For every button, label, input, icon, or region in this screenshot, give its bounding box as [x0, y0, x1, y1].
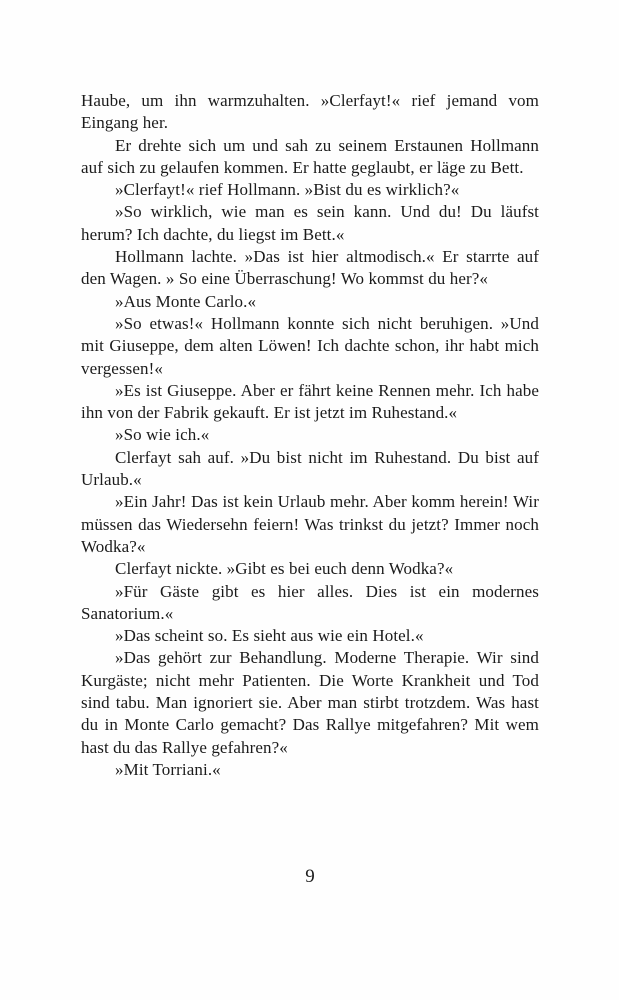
paragraph-continuation: Haube, um ihn warmzuhalten. »Clerfayt!« rief jemand vom Eingang her. — [81, 91, 539, 133]
paragraph: »Clerfayt!« rief Hollmann. »Bist du es wirklich?« — [115, 180, 460, 200]
paragraph: »Das gehört zur Behandlung. Moderne Therapie. Wir sind Kurgäste; nicht mehr Patienten. Die Worte Krankheit und Tod sind tabu. Man ignoriert sie. Aber man stirbt trotzdem. Was hast du in Monte Carlo gemacht? Das Rallye mitgefahren? Mit wem hast du das Rallye gefahren?« — [81, 648, 539, 757]
paragraph: »Aus Monte Carlo.« — [115, 291, 257, 311]
paragraph: »Für Gäste gibt es hier alles. Dies ist ein modernes Sanatorium.« — [81, 581, 539, 623]
paragraph: »Ein Jahr! Das ist kein Urlaub mehr. Aber komm herein! Wir müssen das Wiedersehn feiern! Was trinkst du jetzt? Immer noch Wodka?« — [81, 492, 539, 556]
paragraph: »So etwas!« Hollmann konnte sich nicht beruhigen. »Und mit Giuseppe, dem alten Löwen! Ich dachte schon, ihr habt mich vergessen!« — [81, 313, 539, 378]
paragraph: »Es ist Giuseppe. Aber er fährt keine Rennen mehr. Ich habe ihn von der Fabrik gekauft. Er ist jetzt im Ruhestand.« — [81, 380, 539, 423]
paragraph: Hollmann lachte. »Das ist hier altmodisch.« Er starrte auf den Wagen. » So eine Überraschung! Wo kommst du her?« — [81, 247, 539, 289]
page-text — [81, 90, 539, 781]
paragraph: Clerfayt sah auf. »Du bist nicht im Ruhestand. Du bist auf Urlaub.« — [81, 447, 539, 490]
paragraph: »Mit Torriani.« — [115, 759, 221, 779]
page-number: 9 — [305, 866, 315, 887]
paragraph: »Das scheint so. Es sieht aus wie ein Hotel.« — [115, 626, 424, 646]
paragraph: Er drehte sich um und sah zu seinem Erstaunen Hollmann auf sich zu gelaufen kommen. Er hatte geglaubt, er läge zu Bett. — [81, 135, 539, 177]
paragraph: »So wirklich, wie man es sein kann. Und du! Du läufst herum? Ich dachte, du liegst im Bett.« — [81, 202, 539, 244]
paragraph: Clerfayt nickte. »Gibt es bei euch denn Wodka?« — [115, 559, 454, 579]
paragraph: »So wie ich.« — [115, 425, 210, 445]
